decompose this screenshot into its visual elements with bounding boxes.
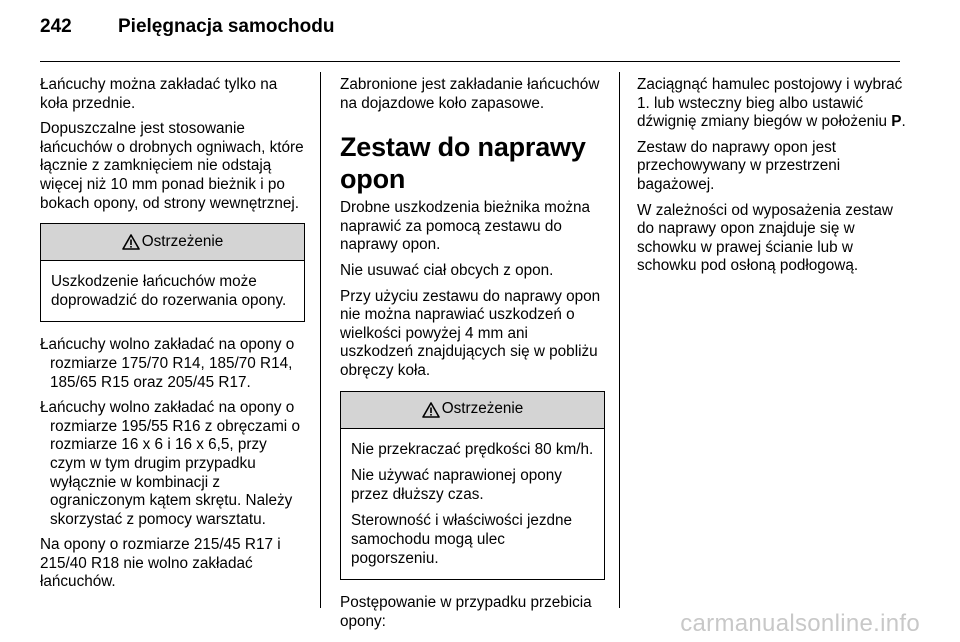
column-divider-1	[320, 72, 321, 608]
paragraph: Dopuszczalne jest stosowanie łańcuchów o drobnych ogniwach, które łącznie z zamknięciem nie odstają więcej niż 10 mm ponad bieżnik i po bokach opony, od strony wewnętrznej.	[40, 120, 304, 212]
column-2	[340, 76, 605, 638]
paragraph-text: Zaciągnąć hamulec postojowy i wybrać 1. lub wsteczny bieg albo ustawić dźwignię zmiany biegów w położeniu	[637, 76, 903, 131]
page-title: Pielęgnacja samochodu	[118, 16, 335, 37]
gear-position-label: P	[891, 113, 902, 131]
paragraph: Przy użyciu zestawu do naprawy opon nie można naprawiać uszkodzeń o wielkości powyżej 4 mm ani uszkodzeń znajdujących się w pobliżu obręczy koła.	[340, 287, 601, 379]
paragraph: Na opony o rozmiarze 215/45 R17 i 215/40 R18 nie wolno zakładać łańcuchów.	[40, 536, 281, 591]
warning-box	[340, 391, 605, 581]
warning-header	[41, 224, 304, 261]
section-heading: Zestaw do naprawy opon	[340, 132, 586, 195]
warning-triangle-icon	[122, 234, 140, 250]
paragraph: Drobne uszkodzenia bieżnika można naprawić za pomocą zestawu do naprawy opon.	[340, 199, 590, 254]
page-header	[40, 16, 334, 46]
warning-text: Nie używać naprawionej opony przez dłuższy czas.	[351, 467, 562, 503]
paragraph-end: .	[901, 113, 906, 131]
column-divider-2	[619, 72, 620, 608]
warning-title: Ostrzeżenie	[141, 232, 224, 250]
paragraph: Łańcuchy wolno zakładać na opony o rozmiarze 195/55 R16 z obręczami o rozmiarze 16 x 6 i 16 x 6,5, przy czym w tym drugim przypadku wyłącznie w kombinacji z ograniczonym kątem skrętu. Należy skorzystać z pomocy warsztatu.	[40, 399, 300, 528]
warning-text: Nie przekraczać prędkości 80 km/h.	[351, 440, 594, 458]
warning-title: Ostrzeżenie	[441, 400, 524, 418]
column-1	[40, 76, 305, 599]
column-3	[637, 76, 907, 283]
paragraph: Nie usuwać ciał obcych z opon.	[340, 261, 554, 279]
paragraph: W zależności od wyposażenia zestaw do naprawy opon znajduje się w schowku w prawej ścianie lub w schowku pod osłoną podłogową.	[637, 201, 893, 275]
paragraph: Postępowanie w przypadku przebicia opony:	[340, 594, 592, 630]
warning-body	[41, 261, 304, 321]
watermark: carmanualsonline.info	[680, 610, 920, 637]
warning-header	[341, 392, 604, 429]
paragraph: Łańcuchy wolno zakładać na opony o rozmiarze 175/70 R14, 185/70 R14, 185/65 R15 oraz 205/45 R17.	[40, 336, 295, 391]
warning-triangle-icon	[422, 402, 440, 418]
warning-box	[40, 223, 305, 322]
warning-body	[341, 429, 604, 580]
page-number: 242	[40, 16, 72, 37]
paragraph: Zabronione jest zakładanie łańcuchów na dojazdowe koło zapasowe.	[340, 76, 600, 112]
warning-text: Sterowność i właściwości jezdne samochodu mogą ulec pogorszeniu.	[351, 512, 573, 567]
paragraph	[637, 76, 907, 132]
paragraph: Łańcuchy można zakładać tylko na koła przednie.	[40, 76, 278, 112]
paragraph: Zestaw do naprawy opon jest przechowywany w przestrzeni bagażowej.	[637, 138, 841, 193]
warning-text: Uszkodzenie łańcuchów może doprowadzić do rozerwania opony.	[51, 273, 287, 309]
header-rule	[40, 61, 900, 62]
